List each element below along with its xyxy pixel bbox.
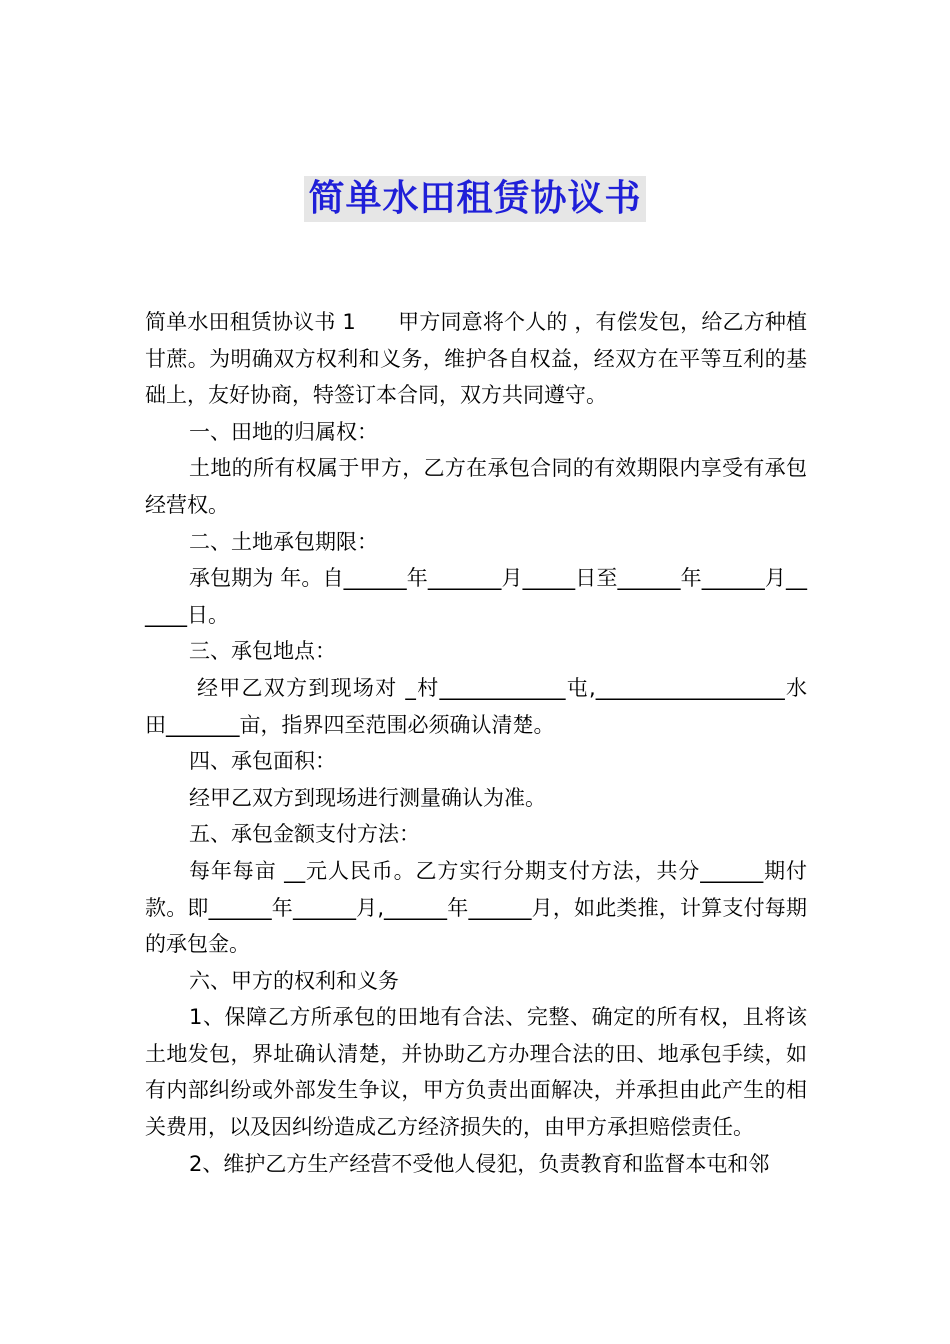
- heading-payment-method: 五、承包金额支付方法：: [189, 822, 420, 847]
- paragraph-land-ownership: 土地的所有权属于甲方，乙方在承包合同的有效期限内享受有承包经营权。: [145, 456, 807, 517]
- document-title: 简单水田租赁协议书: [304, 176, 645, 222]
- paragraph-intro: 简单水田租赁协议书 1 甲方同意将个人的 ，有偿发包，给乙方种植甘蔗。为明确双方权利和义务，维护各自权益，经双方在平等互利的基础上，友好协商，特签订本合同，双方共同遵守。: [145, 310, 807, 408]
- paragraph-payment-method: 每年每亩 __元人民币。乙方实行分期支付方法，共分______期付款。即______年______月,______年______月，如此类推，计算支付每期的承包金。: [145, 858, 807, 957]
- paragraph-contract-area: 经甲乙双方到现场进行测量确认为准。: [189, 785, 546, 810]
- heading-contract-period: 二、土地承包期限：: [189, 529, 378, 554]
- heading-party-a-rights: 六、甲方的权利和义务: [189, 968, 399, 993]
- document-body: [145, 304, 807, 1182]
- title-container: [0, 176, 950, 222]
- paragraph-party-a-item-1: 1、保障乙方所承包的田地有合法、完整、确定的所有权，且将该土地发包，界址确认清楚，并协助乙方办理合法的田、地承包手续，如有内部纠纷或外部发生争议，甲方负责出面解决，并承担由此产生的相关费用，以及因纠纷造成乙方经济损失的，由甲方承担赔偿责任。: [145, 1005, 807, 1140]
- heading-land-ownership: 一、田地的归属权：: [189, 419, 378, 444]
- paragraph-party-a-item-2: 2、维护乙方生产经营不受他人侵犯，负责教育和监督本屯和邻: [189, 1151, 770, 1176]
- heading-contract-location: 三、承包地点：: [189, 639, 336, 664]
- paragraph-contract-period: 承包期为 年。自______年_______月_____日至______年______月______日。: [145, 566, 807, 627]
- paragraph-contract-location: 经甲乙双方到现场对 _村____________屯,__________________水田_______亩，指界四至范围必须确认清楚。: [145, 675, 807, 737]
- heading-contract-area: 四、承包面积：: [189, 749, 336, 774]
